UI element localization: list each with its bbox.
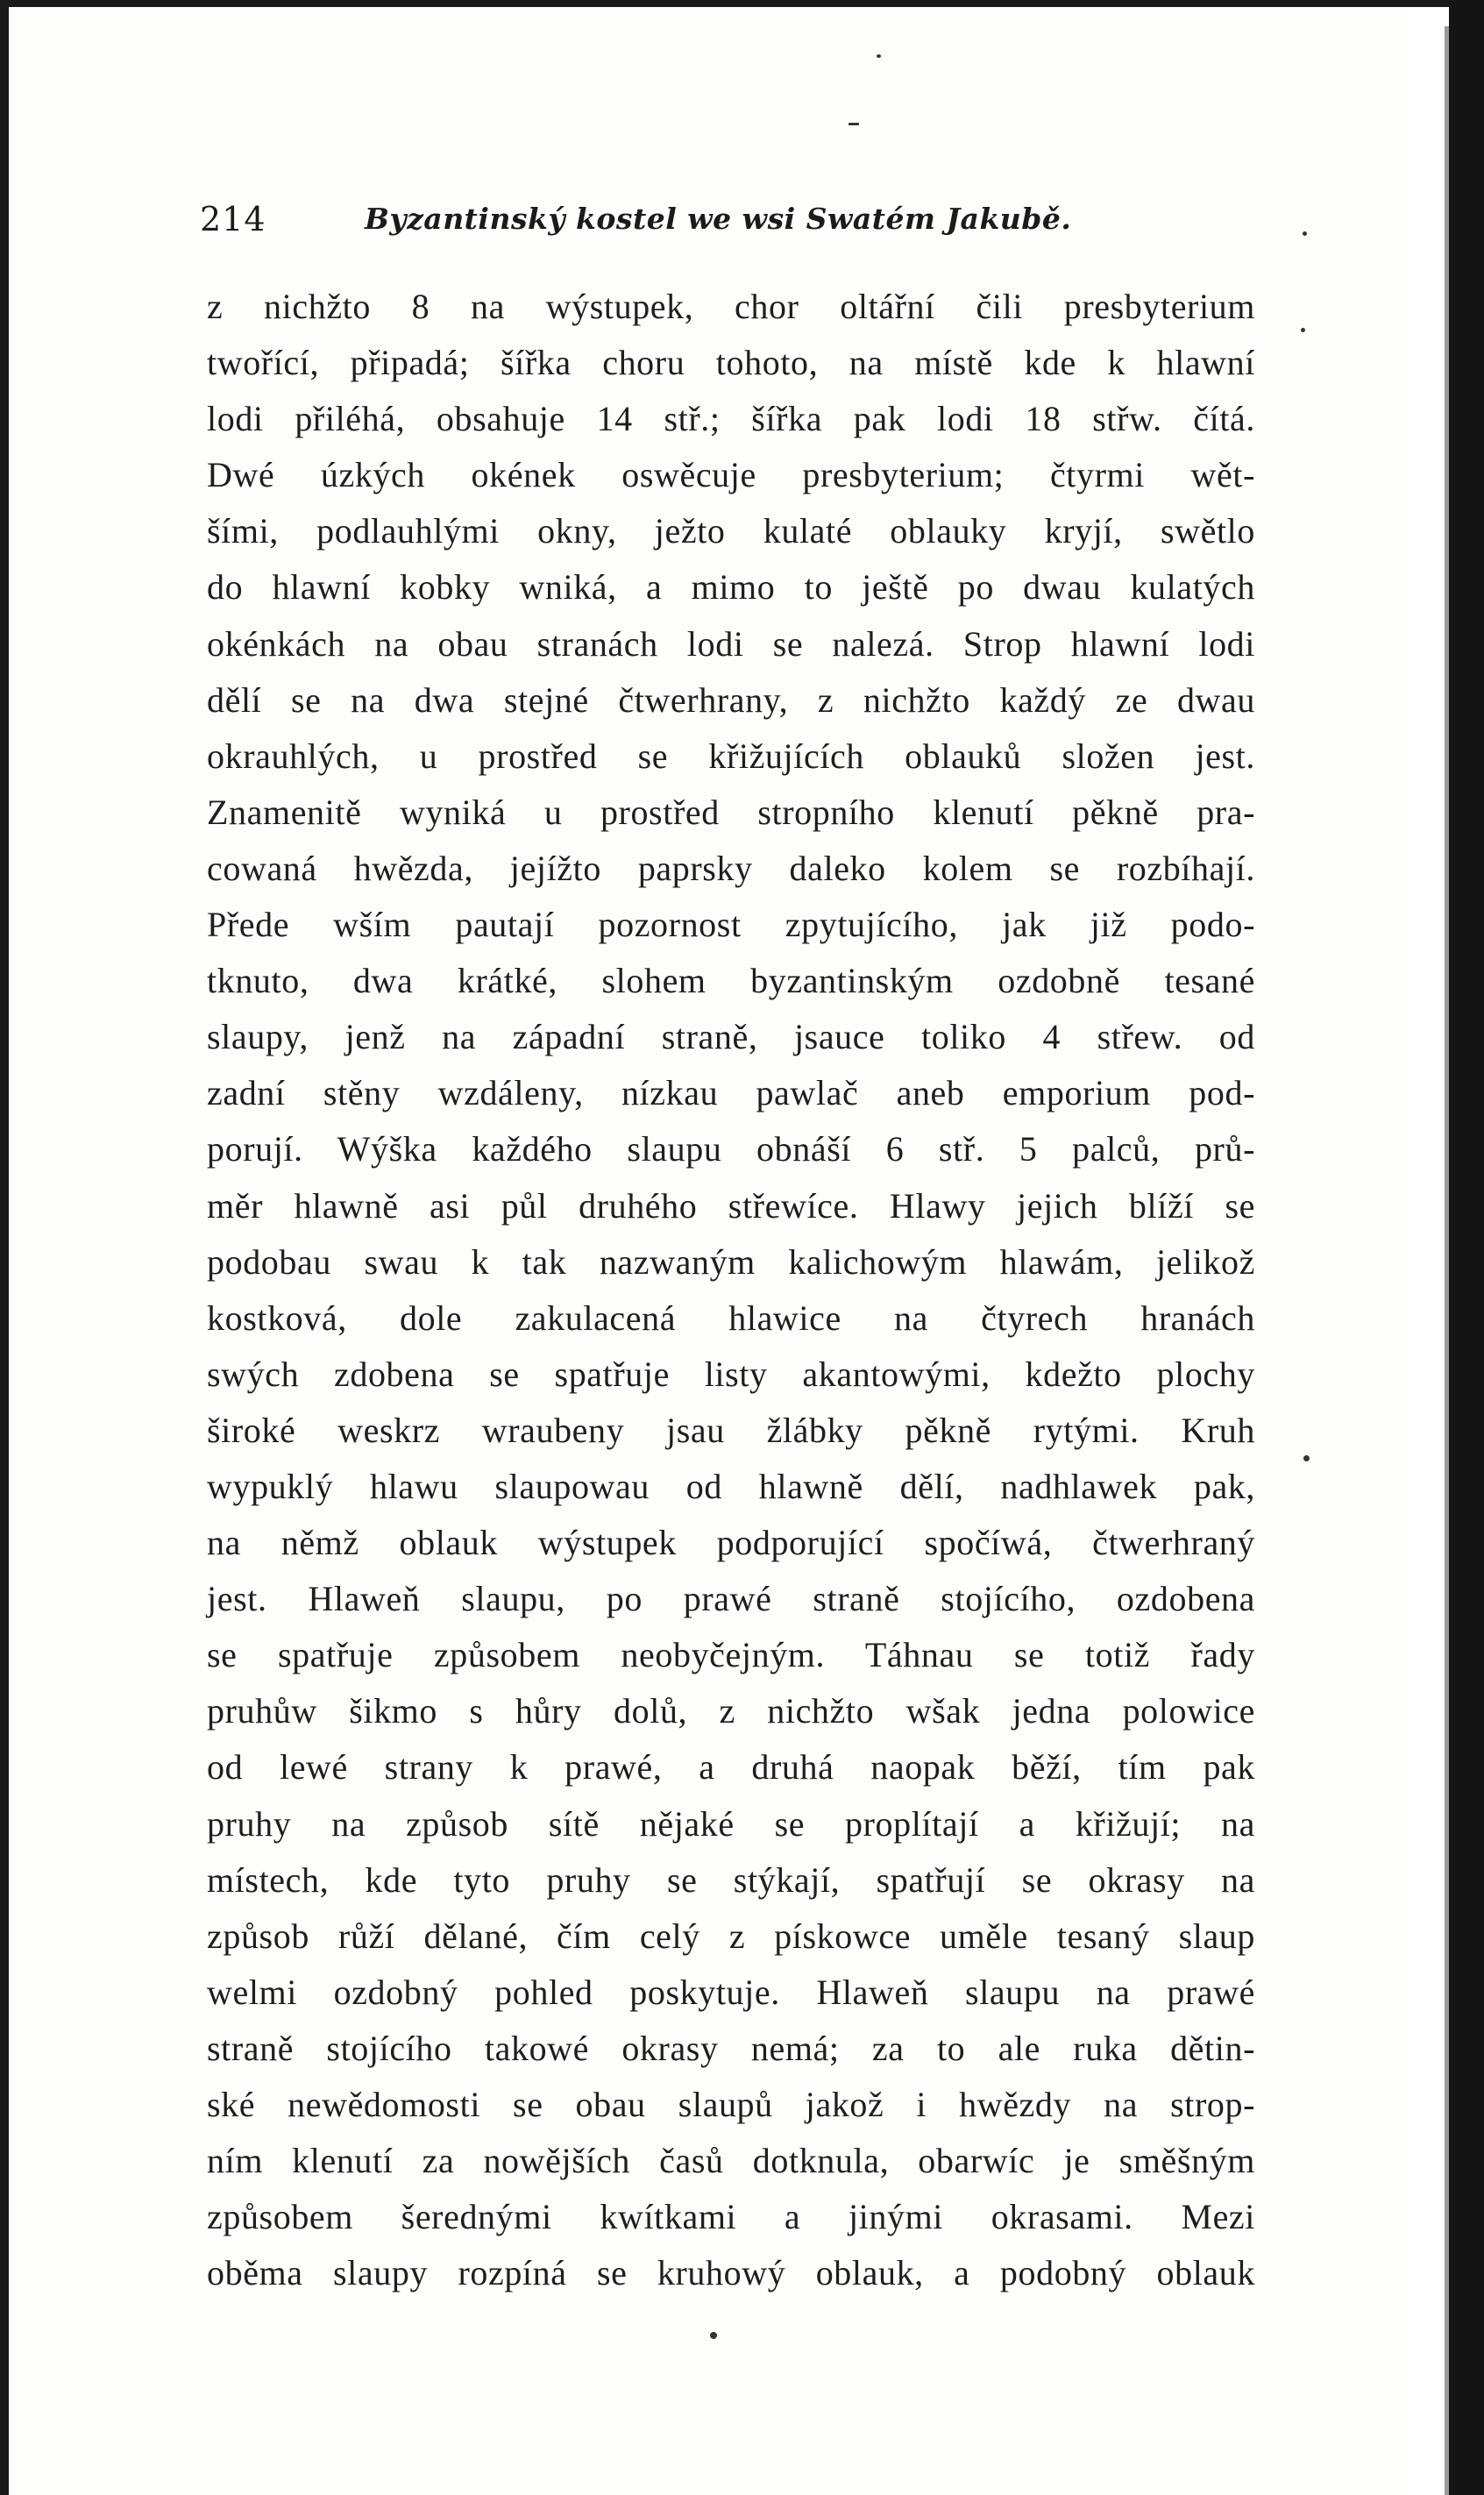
scan-border-right <box>1449 0 1484 2495</box>
text-line: široké weskrz wraubeny jsau žlábky pěkně rytými. Kruh <box>207 1410 1255 1450</box>
text-line: lodi přiléhá, obsahuje 14 stř.; šířka pak lodi 18 střw. čítá. <box>207 399 1255 439</box>
text-line: twořící, připadá; šířka choru tohoto, na místě kde k hlawní <box>207 343 1255 383</box>
text-line: měr hlawně asi půl druhého střewíce. Hlawy jejich blíží se <box>207 1185 1255 1226</box>
text-line: způsob růží dělané, čím celý z pískowce uměle tesaný slaup <box>207 1916 1255 1956</box>
text-line: místech, kde tyto pruhy se stýkají, spatřují se okrasy na <box>207 1859 1255 1900</box>
text-line: Dwé úzkých okének oswěcuje presbyterium; čtyrmi wět- <box>207 455 1255 495</box>
ink-speck <box>1303 1455 1310 1461</box>
text-line: oběma slaupy rozpíná se kruhowý oblauk, a podobný oblauk <box>207 2253 1255 2293</box>
text-line: welmi ozdobný pohled poskytuje. Hlaweň slaupu na prawé <box>207 1972 1255 2012</box>
text-line: slaupy, jenž na západní straně, jsauce toliko 4 střew. od <box>207 1017 1255 1057</box>
text-line: okénkách na obau stranách lodi se nalezá. Strop hlawní lodi <box>207 623 1255 664</box>
text-line: šími, podlauhlými okny, ježto kulaté oblauky kryjí, swětlo <box>207 511 1255 551</box>
text-line: cowaná hwězda, jejížto paprsky daleko kolem se rozbíhají. <box>207 848 1255 888</box>
text-line: se spatřuje způsobem neobyčejným. Táhnau se totiž řady <box>207 1635 1255 1675</box>
text-line: zadní stěny wzdáleny, nízkau pawlač aneb emporium pod- <box>207 1073 1255 1113</box>
text-line: ské newědomosti se obau slaupů jakož i hwězdy na strop- <box>207 2085 1255 2124</box>
text-line: Přede wším pautají pozornost zpytujícího, jak již podo- <box>207 905 1255 945</box>
ink-speck <box>710 2332 717 2339</box>
body-text <box>207 279 1255 2301</box>
ink-speck <box>1303 231 1307 236</box>
text-line: od lewé strany k prawé, a druhá naopak běží, tím pak <box>207 1747 1255 1788</box>
ink-speck <box>849 123 859 125</box>
text-line: ním klenutí za nowějších časů dotknula, obarwíc je směšným <box>207 2141 1255 2181</box>
text-line: porují. Wýška každého slaupu obnáší 6 stř. 5 palců, prů- <box>207 1129 1255 1169</box>
text-line: do hlawní kobky wniká, a mimo to ještě po dwau kulatých <box>207 567 1255 608</box>
ink-speck <box>1301 328 1305 332</box>
text-line: wypuklý hlawu slaupowau od hlawně dělí, nadhlawek pak, <box>207 1466 1255 1506</box>
text-line: okrauhlých, u prostřed se křižujících oblauků složen jest. <box>207 736 1255 776</box>
text-line: na němž oblauk wýstupek podporující spočíwá, čtwerhraný <box>207 1523 1255 1563</box>
running-title: Byzantinský kostel we wsi Swatém Jakubě. <box>365 202 1072 236</box>
text-line: podobau swau k tak nazwaným kalichowým hlawám, jelikož <box>207 1241 1255 1282</box>
text-line: tknuto, dwa krátké, slohem byzantinským ozdobně tesané <box>207 961 1255 1001</box>
text-line: jest. Hlaweň slaupu, po prawé straně stojícího, ozdobena <box>207 1579 1255 1619</box>
text-line: kostková, dole zakulacená hlawice na čtyrech hranách <box>207 1297 1255 1338</box>
text-line: swých zdobena se spatřuje listy akantowými, kdežto plochy <box>207 1354 1255 1394</box>
scan-border-top <box>0 0 1484 7</box>
ink-speck <box>877 54 881 58</box>
page-number: 214 <box>200 200 266 238</box>
text-line: straně stojícího takowé okrasy nemá; za to ale ruka dětin- <box>207 2028 1255 2068</box>
text-line: pruhy na způsob sítě nějaké se proplítají a křižují; na <box>207 1803 1255 1844</box>
text-line: pruhůw šikmo s hůry dolů, z nichžto wšak jedna polowice <box>207 1691 1255 1731</box>
text-line: Znamenitě wyniká u prostřed stropního klenutí pěkně pra- <box>207 792 1255 832</box>
text-line: způsobem šerednými kwítkami a jinými okrasami. Mezi <box>207 2197 1255 2237</box>
text-line: dělí se na dwa stejné čtwerhrany, z nichžto každý ze dwau <box>207 679 1255 720</box>
page-header <box>200 200 1289 252</box>
scan-border-left <box>0 0 9 2495</box>
text-line: z nichžto 8 na wýstupek, chor oltářní čili presbyterium <box>207 287 1255 326</box>
